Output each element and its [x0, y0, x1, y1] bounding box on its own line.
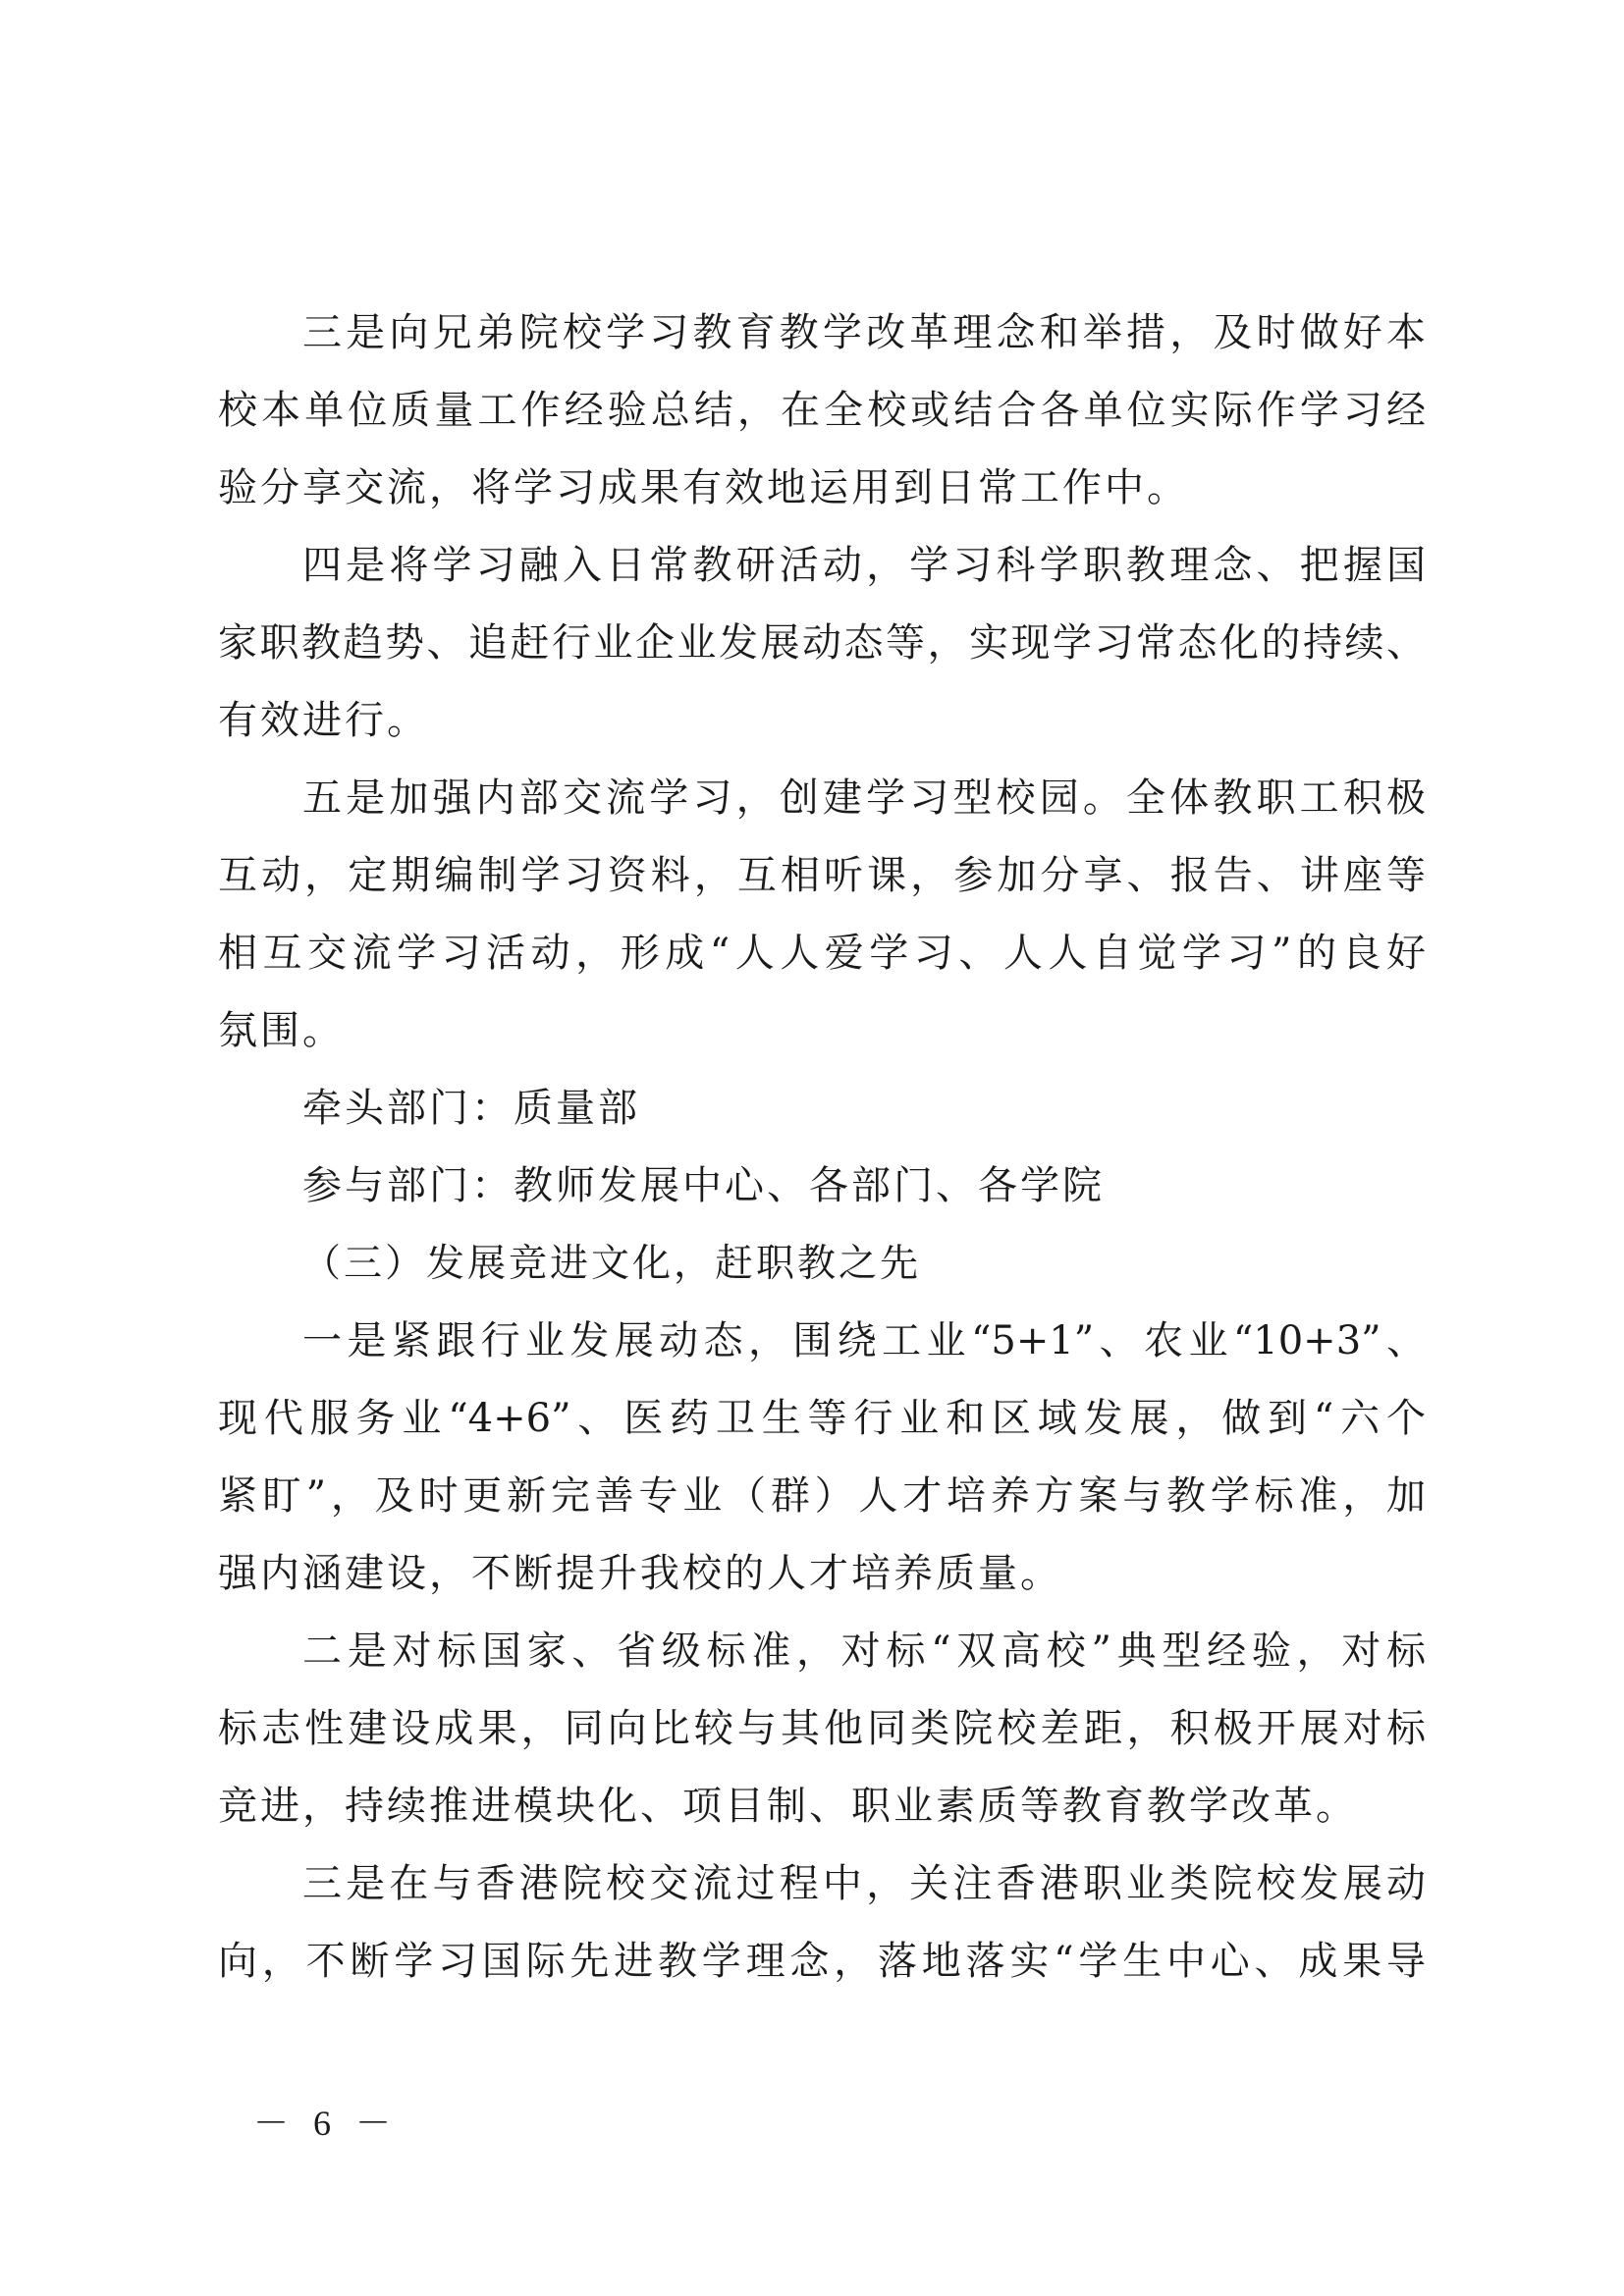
text-line: 竞进，持续推进模块化、项目制、职业素质等教育教学改革。	[218, 1784, 1358, 1829]
text-line: 参与部门：教师发展中心、各部门、各学院	[302, 1163, 1105, 1208]
text-line: 相互交流学习活动，形成“人人爱学习、人人自觉学习”的良好	[218, 931, 1426, 976]
text-line: 强内涵建设，不断提升我校的人才培养质量。	[218, 1551, 1062, 1596]
text-line: 四是将学习融入日常教研活动，学习科学职教理念、把握国	[302, 543, 1426, 588]
text-line: 氛围。	[218, 1008, 345, 1053]
section-heading: （三）发展竞进文化，赶职教之先	[302, 1242, 922, 1286]
text-line: 紧盯”，及时更新完善专业（群）人才培养方案与教学标准，加	[218, 1473, 1426, 1519]
text-line: 家职教趋势、追赶行业企业发展动态等，实现学习常态化的持续、	[218, 620, 1426, 666]
text-line: 二是对标国家、省级标准，对标“双高校”典型经验，对标	[302, 1629, 1426, 1674]
text-line: 有效进行。	[218, 698, 429, 743]
text-line: 三是在与香港院校交流过程中，关注香港职业类院校发展动	[302, 1861, 1426, 1906]
text-line: 校本单位质量工作经验总结，在全校或结合各单位实际作学习经	[218, 388, 1426, 433]
text-line: 互动，定期编制学习资料，互相听课，参加分享、报告、讲座等	[218, 853, 1426, 898]
text-line: 一是紧跟行业发展动态，围绕工业“5+1”、农业“10+3”、	[302, 1318, 1426, 1363]
text-line: 现代服务业“4+6”、医药卫生等行业和区域发展，做到“六个	[218, 1396, 1426, 1441]
text-line: 牵头部门：质量部	[302, 1086, 640, 1131]
document-body	[218, 294, 1426, 2001]
text-line: 验分享交流，将学习成果有效地运用到日常工作中。	[218, 465, 1189, 510]
text-line: 标志性建设成果，同向比较与其他同类院校差距，积极开展对标	[218, 1706, 1426, 1751]
page-number: － 6 －	[253, 2104, 400, 2143]
text-line: 向，不断学习国际先进教学理念，落地落实“学生中心、成果导	[218, 1939, 1426, 1984]
text-line: 五是加强内部交流学习，创建学习型校园。全体教职工积极	[302, 775, 1426, 821]
text-line: 三是向兄弟院校学习教育教学改革理念和举措，及时做好本	[302, 310, 1426, 355]
